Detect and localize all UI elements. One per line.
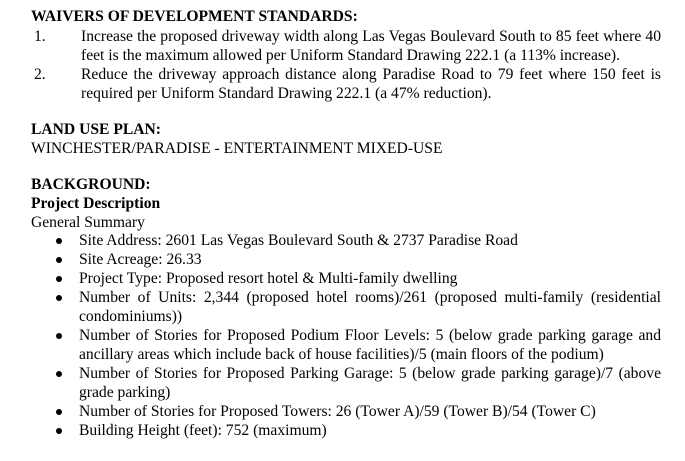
bullet-icon	[56, 371, 62, 377]
bullet-icon	[56, 333, 62, 339]
waiver-item-2	[31, 65, 661, 103]
bullet-text: Site Acreage: 26.33	[79, 251, 202, 268]
bullet-icon	[56, 295, 62, 301]
summary-bullet-list	[31, 231, 661, 440]
bullet-text: Building Height (feet): 752 (maximum)	[79, 422, 327, 439]
waiver-item-1	[31, 27, 661, 65]
background-heading: BACKGROUND:	[31, 176, 151, 193]
waivers-heading: WAIVERS OF DEVELOPMENT STANDARDS:	[31, 8, 358, 25]
waiver-item-number: 2.	[34, 66, 46, 83]
bullet-text: Number of Stories for Proposed Towers: 26 (Tower A)/59 (Tower B)/54 (Tower C)	[79, 403, 596, 420]
bullet-icon	[56, 409, 62, 415]
bullet-text: Number of Stories for Proposed Podium Floor Levels: 5 (below grade parking garage and ancillary areas which include back of house facilities)/5 (main floors of the podium)	[79, 327, 661, 363]
general-summary-label: General Summary	[31, 214, 145, 231]
summary-bullet-site-address	[31, 231, 661, 250]
summary-bullet-tower-stories	[31, 402, 661, 421]
summary-bullet-site-acreage	[31, 250, 661, 269]
land-use-heading: LAND USE PLAN:	[31, 121, 161, 138]
bullet-text: Project Type: Proposed resort hotel & Multi-family dwelling	[79, 270, 458, 287]
bullet-icon	[56, 428, 62, 434]
bullet-icon	[56, 276, 62, 282]
waiver-item-text: Increase the proposed driveway width along Las Vegas Boulevard South to 85 feet where 40 feet is the maximum allowed per Uniform Standard Drawing 222.1 (a 113% increase).	[81, 28, 661, 64]
bullet-text: Number of Units: 2,344 (proposed hotel rooms)/261 (proposed multi-family (residential condominiums))	[79, 289, 661, 325]
waiver-item-number: 1.	[34, 28, 46, 45]
waiver-item-text: Reduce the driveway approach distance along Paradise Road to 79 feet where 150 feet is required per Uniform Standard Drawing 222.1 (a 47% reduction).	[81, 66, 661, 102]
land-use-value: WINCHESTER/PARADISE - ENTERTAINMENT MIXED-USE	[31, 140, 443, 157]
summary-bullet-podium-stories	[31, 326, 661, 364]
bullet-icon	[56, 257, 62, 263]
project-description-heading: Project Description	[31, 195, 161, 212]
bullet-icon	[56, 238, 62, 244]
bullet-text: Number of Stories for Proposed Parking Garage: 5 (below grade parking garage)/7 (above grade parking)	[79, 365, 661, 401]
summary-bullet-number-of-units	[31, 288, 661, 326]
summary-bullet-project-type	[31, 269, 661, 288]
summary-bullet-building-height	[31, 421, 661, 440]
summary-bullet-garage-stories	[31, 364, 661, 402]
bullet-text: Site Address: 2601 Las Vegas Boulevard South & 2737 Paradise Road	[79, 232, 518, 249]
